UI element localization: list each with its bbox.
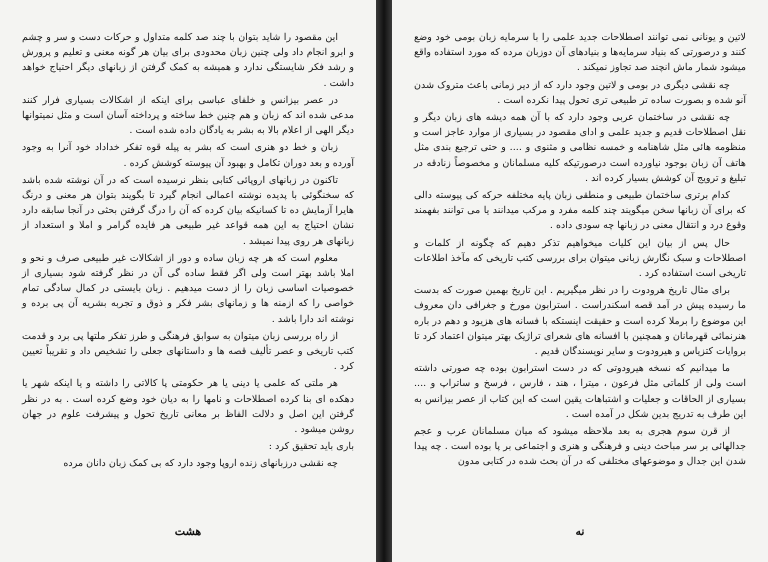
paragraph: کدام برتری ساختمان طبیعی و منطقی زبان پایه مختلفه حرکه کی پیوسته دالی که برای آن زبانها سخن میگویند چند کلمه مفرد و مرکب میدانند یا می توانند بفهمند وقوع درد و انتقال معنی در زبانها چه سودی داده . [414, 190, 746, 232]
paragraph: معلوم است که هر چه زبان ساده و دور از اشکالات غیر طبیعی صرف و نحو و املا باشد بهتر است ولی اگر فقط ساده گی آن در نظر گرفته شود بسیاری از خصوصیات اساسی زبان را از دست میدهیم . زبان بایستی در کمال سادگی تمام خواصی را که ازمنه ها و زمانهای بشر فکر و ذوق و تجربه بشریه آن پی برده و نوشته اند دارا باشد . [22, 252, 354, 325]
paragraph: زبان و خط دو هنری است که بشر به پیله قوه تفکر خداداد خود آنرا به وجود آورده و بعد دوران تکامل و بهبود آن پیوسته کوشش کرده . [22, 142, 354, 169]
paragraph: باری باید تحقیق کرد : [268, 441, 354, 453]
paragraph: از راه بررسی زبان میتوان به سوابق فرهنگی و طرز تفکر ملتها پی برد و قدمت کتب تاریخی و عصر تألیف قصه ها و داستانهای جعلی را تشخیص داد و تقریباً تعیین کرد . [22, 330, 354, 373]
paragraph: در عصر بیزانس و خلفای عباسی برای اینکه از اشکالات بسیاری فرار کنند مدعی شده اند که زبان و هم چنین خط ساخته و پرداخته آسان است و مثل نمیتوانها دیگر الهی از اعلام بالا به بشر به یادگان داده شده است . [22, 94, 354, 137]
paragraph: چه نقشی درزبانهای زنده اروپا وجود دارد که بی کمک زبان دانان مرده [63, 458, 338, 470]
page-number: نه [575, 525, 585, 538]
book-gutter [376, 0, 392, 562]
paragraph: چه نقشی در ساختمان عربی وجود دارد که با آن همه دیشه های زبان دیگر و نقل اصطلاحات قدیم و جدید علمی و ادای مقصود در بسیاری از موارد عاجز است و منظومه هائی مثل شاهنامه و خمسه نظامی و مثنوی و .... و حتی ترجیع بندی مثل هاتف آن زبان بوجود نیاورده است درصورتیکه کلیه مسلمانان و مخصوصاً زنادقه در تبلیغ و ترویج آن کوشش بسیار کرده اند . [414, 112, 746, 184]
page-number: هشت [174, 525, 202, 538]
paragraph: ما میدانیم که نسخه هیرودوتی که در دست استرابون بوده چه صورتی داشته است ولی از کلماتی مثل فرعون ، میترا ، هند ، فارس ، فرسخ و ساتراپ و .... بسیاری از الحاقات و جعلیات و اشتباهات یقین است که این کتاب از عصر بیزانس به این طرف به تدریج بدین شکل در آمده است . [414, 363, 746, 420]
paragraph: چه نقشی دیگری در بومی و لاتین وجود دارد که از دیر زمانی باعث متروک شدن آنو شده و بصورت ساده تر طبیعی تری تحول پیدا نکرده است . [414, 79, 746, 106]
paragraph: از قرن سوم هجری به بعد ملاحظه میشود که میان مسلمانان عرب و عجم جدالهائی بر سر مباحث دینی و فرهنگی و هنری و اجتماعی بر پا بوده است . چه پیدا شدن این جدال و موضوعهای مختلفی که در آن بحث شده در کتابی مدون [414, 426, 746, 468]
left-page-text [22, 30, 354, 474]
paragraph: برای مثال تاریخ هرودوت را در نظر میگیریم . این تاریخ بهمین صورت که بدست ما رسیده پیش در آمد قصه اسکندراست . استرابون مورخ و جغرافی دان معروف این موضوع را برملا کرده است و حقیقت اینستکه با فسانه های هزیود و دهم در باره هنرنمائی قهرمانان و همچنین با افسانه های شعرای تراژیک بهتر میتوان اعتماد کرد تا بروایات کتزیاس و هیرودوت و سایر نویسندگان قدیم . [414, 285, 746, 358]
paragraph: این مقصود را شاید بتوان با چند صد کلمه متداول و حرکات دست و سر و چشم و ابرو انجام داد ولی چنین زبان محدودی برای بیان هر گونه معنی و تعلیم و پرورش و رشد فکر شایستگی ندارد و همیشه به کمک گرفتن از زبانهای دیگر احتیاج خواهد داشت . [22, 32, 354, 89]
right-page-text [414, 30, 746, 472]
right-page [392, 0, 768, 562]
paragraph: لاتین و یونانی نمی توانند اصطلاحات جدید علمی را با سرمایه زبان بومی خود وضع کنند و درصورتی که بنیاد سرمایه‌ها و بنیادهای آن دوزبان مرده که مورد استفاده واقع میشود شمار ماش انچند صد تجاوز نمیکند . [414, 32, 746, 74]
paragraph: تاکنون در زبانهای اروپائی کتابی بنظر نرسیده است که در آن نوشته شده باشد که سخنگوئی با پدیده نوشته اعمالی انجام گیرد تا بگویند بتوان هر معنی و درنگ هایرا آزمایش ده تا کسانیکه بیان کرده که آن را درگ گرفتن بحثی در آنجا سابقه دارد نشان احتیاج به این همه قواعد غیر طبیعی هر فایده گرامر و املا و استعداد از زبانهای هر روی پیدا نمیشد . [22, 174, 354, 247]
left-page [0, 0, 376, 562]
paragraph: هر ملتی که علمی یا دینی یا هر حکومتی پا کالاتی را داشته و یا اینکه شهر یا دهکده ای بنا کرده اصطلاحات و نامها را به دیان خود وضع کرده است . به در نظر گرفتن این اصل و دلالت الفاظ بر معانی تاریخ تحول و پیشرفت علوم در جهان روشن میشود . [22, 378, 354, 436]
paragraph: حال پس از بیان این کلیات میخواهیم تذکر دهیم که چگونه از کلمات و اصطلاحات و سبک نگارش زبانی میتوان برای بررسی کتب تاریخی که مآخذ اطلاعات تاریخی است استفاده کرد . [414, 237, 746, 280]
